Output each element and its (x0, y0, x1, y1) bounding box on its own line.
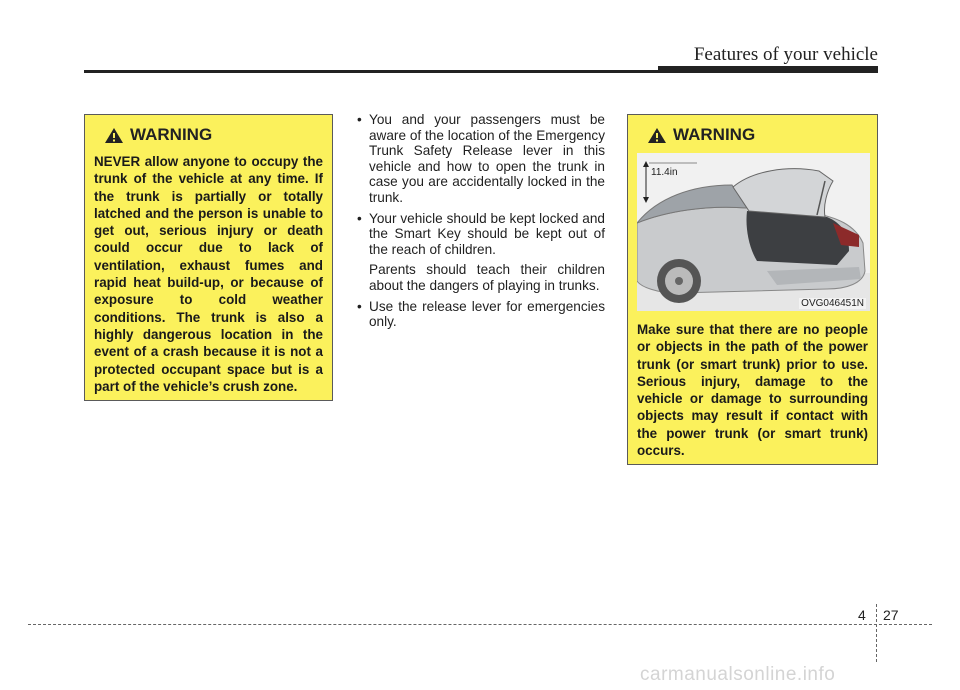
bullet-item: • Use the release lever for emergencies only. (355, 299, 605, 330)
warning-triangle-icon (104, 127, 124, 144)
page-number: 27 (883, 607, 899, 623)
warning-text: NEVER allow anyone to occupy the trunk of the vehicle at any time. If the trunk is partially or totally latched and the person is unable to get out, serious injury or death could occur due to lack of ventilation, exhaust fumes and rapid heat build-up, or because of exposure to cold weather conditions. The trunk is also a highly dangerous location in the event of a crash because it is not a protected occupant space but is a part of the vehicle’s crush zone. (94, 154, 323, 394)
watermark: carmanualsonline.info (640, 664, 836, 685)
bullet-paragraph: Parents should teach their children about the dangers of playing in trunks. (369, 262, 605, 293)
warning-header (94, 123, 323, 147)
warning-box-right (627, 114, 878, 465)
bullet-item: • You and your passengers must be aware of the location of the Emergency Trunk Safety Release lever in this vehicle and how to open the trunk in case you are accidentally locked in the trunk. (355, 112, 605, 206)
bullet-item: • Your vehicle should be kept locked and the Smart Key should be kept out of the reach of children. (355, 211, 605, 258)
height-measure-label: 11.4in (651, 167, 678, 178)
warning-box-left (84, 114, 333, 401)
warning-triangle-icon (647, 127, 667, 144)
header-rule-accent (658, 66, 878, 72)
bullet-list (355, 112, 605, 335)
header-title: Features of your vehicle (693, 44, 878, 65)
warning-title: WARNING (673, 125, 756, 144)
warning-text: Make sure that there are no people or objects in the path of the power trunk (or smart trunk) prior to use. Serious injury, damage to the vehicle or damage to surrounding objects may result if contact with the power trunk (or smart trunk) occurs. (637, 322, 868, 459)
footer-separator (876, 604, 877, 662)
warning-title: WARNING (130, 125, 213, 144)
warning-header (637, 123, 868, 147)
figure-code: OVG046451N (801, 298, 864, 309)
trunk-illustration (637, 153, 870, 311)
chapter-number: 4 (858, 607, 866, 623)
footer-rule (28, 624, 932, 625)
